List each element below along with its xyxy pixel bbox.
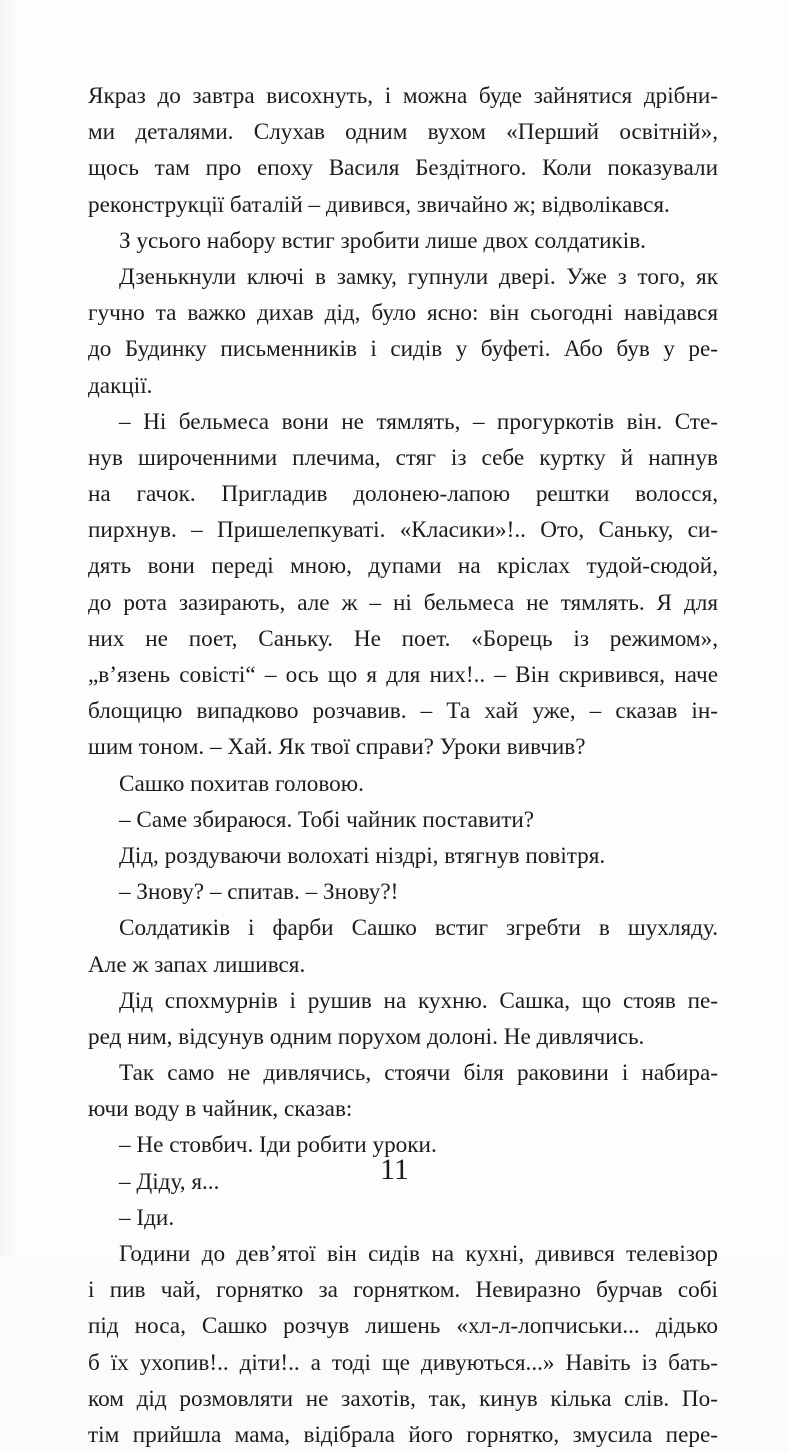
text-line: Солдатиків і фарби Сашко встиг згребти в шухляду. bbox=[119, 915, 718, 942]
text-line: них не поет, Саньку. Не поет. «Борець із режимом», bbox=[88, 625, 718, 652]
page-number: 11 bbox=[380, 1153, 409, 1186]
text-line: ред ним, відсунув одним порухом долоні. Не дивлячись. bbox=[88, 1023, 645, 1050]
text-line: Так само не дивлячись, стоячи біля раковини і набира- bbox=[119, 1060, 718, 1087]
text-line: блощицю випадково розчавив. – Та хай уже, – сказав ін- bbox=[88, 698, 718, 725]
text-line: – Іди. bbox=[119, 1204, 175, 1231]
text-line: до рота зазирають, але ж – ні бельмеса не тямлять. Я для bbox=[88, 589, 718, 616]
text-line: нув широченними плечима, стяг із себе куртку й напнув bbox=[88, 444, 718, 471]
text-line: – Ні бельмеса вони не тямлять, – прогуркотів він. Сте- bbox=[119, 408, 718, 435]
text-line: тім прийшла мама, відібрала його горнятко, змусила пере- bbox=[88, 1421, 718, 1448]
text-line: Дзенькнули ключі в замку, гупнули двері. Уже з того, як bbox=[119, 263, 718, 290]
text-line: на гачок. Пригладив долонею-лапою рештки волосся, bbox=[88, 481, 718, 508]
text-line: дакції. bbox=[88, 372, 153, 399]
text-line: Але ж запах лишився. bbox=[88, 951, 306, 978]
text-line: Дід, роздуваючи волохаті ніздрі, втягнув повітря. bbox=[119, 842, 606, 869]
text-line: дять вони переді мною, дупами на кріслах тудой-сюдой, bbox=[88, 553, 718, 580]
text-line: і пив чай, горнятко за горнятком. Невиразно бурчав собі bbox=[88, 1277, 718, 1304]
text-line: – Не стовбич. Іди робити уроки. bbox=[119, 1132, 437, 1159]
text-line: З усього набору встиг зробити лише двох солдатиків. bbox=[119, 227, 646, 254]
text-line: „в’язень совісті“ – ось що я для них!.. – Він скривився, наче bbox=[88, 662, 718, 688]
text-line: щось там про епоху Василя Бездітного. Коли показували bbox=[88, 155, 718, 182]
text-line: – Знову? – спитав. – Знову?! bbox=[119, 879, 399, 906]
text-line: реконструкції баталій – дивився, звичайно ж; відволікався. bbox=[88, 191, 670, 218]
text-line: ком дід розмовляти не захотів, так, кинув кілька слів. По- bbox=[88, 1385, 718, 1412]
text-line: Дід спохмурнів і рушив на кухню. Сашка, що стояв пе- bbox=[119, 987, 718, 1014]
text-line: б їх ухопив!.. діти!.. а тоді ще дивуються...» Навіть із бать- bbox=[88, 1349, 718, 1376]
text-line: до Будинку письменників і сидів у буфеті. Або був у ре- bbox=[88, 336, 718, 363]
body-text bbox=[88, 78, 718, 1453]
text-line: – Діду, я... bbox=[119, 1168, 220, 1195]
text-line: ми деталями. Слухав одним вухом «Перший освітній», bbox=[88, 119, 718, 146]
text-line: під носа, Сашко розчув лишень «хл-л-лопчиськи... дідько bbox=[88, 1313, 718, 1340]
text-line: Якраз до завтра висохнуть, і можна буде зайнятися дрібни- bbox=[88, 83, 718, 109]
text-line: Сашко похитав головою. bbox=[119, 770, 364, 797]
text-line: Години до дев’ятої він сидів на кухні, дивився телевізор bbox=[119, 1241, 718, 1267]
text-line: пирхнув. – Пришелепкуваті. «Класики»!.. Ото, Саньку, си- bbox=[88, 517, 718, 544]
text-line: ючи воду в чайник, сказав: bbox=[88, 1096, 353, 1123]
text-line: – Саме збираюся. Тобі чайник поставити? bbox=[119, 806, 535, 833]
text-line: гучно та важко дихав дід, було ясно: він сьогодні навідався bbox=[88, 300, 718, 327]
text-line: шим тоном. – Хай. Як твої справи? Уроки вивчив? bbox=[88, 734, 586, 761]
